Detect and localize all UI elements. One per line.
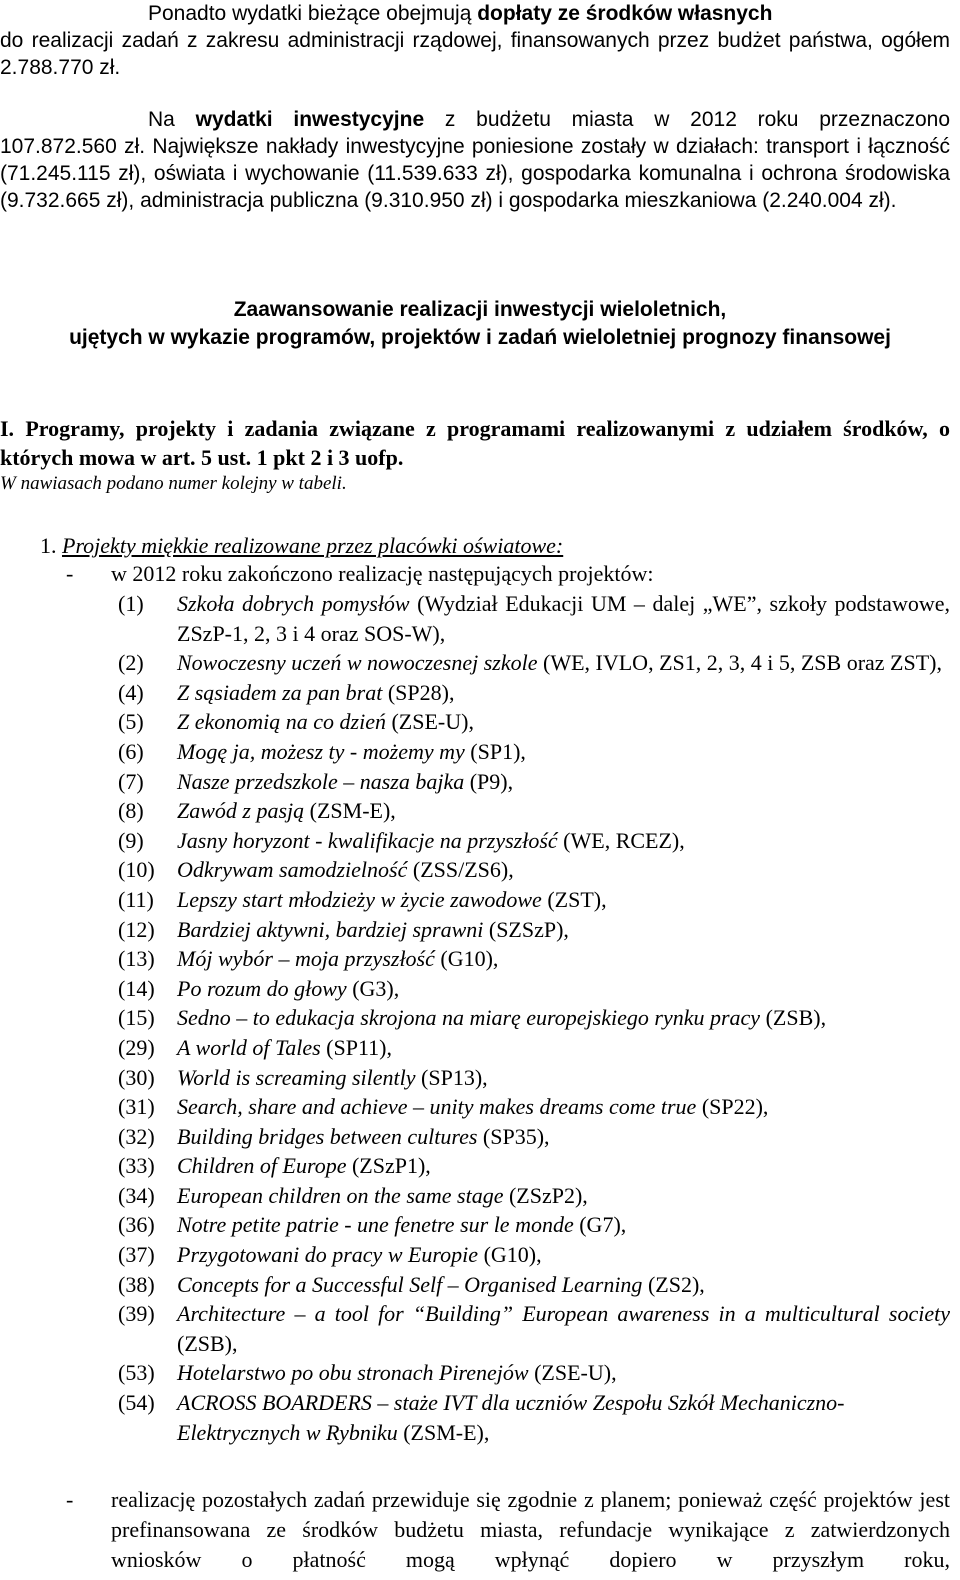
- project-owner: (P9),: [464, 768, 514, 794]
- item-body: [177, 974, 950, 1004]
- item-number: (38): [118, 1271, 155, 1297]
- list-item: [0, 767, 950, 797]
- project-title: Odkrywam samodzielność: [177, 857, 408, 883]
- item-body: [177, 1092, 950, 1122]
- paragraph-dotacje: [0, 0, 950, 81]
- project-owner: (G3),: [346, 975, 400, 1001]
- section-title: I. Programy, projekty i zadania związane z programami realizowanymi z udziałem środków, o których mowa w art. 5 ust. 1 pkt 2 i 3 uofp.: [0, 416, 950, 470]
- project-owner: (ZSB),: [760, 1005, 827, 1031]
- item-number: (9): [118, 827, 144, 853]
- list-item: [0, 885, 950, 915]
- project-owner: (WE, RCEZ),: [557, 827, 685, 853]
- list-item: [0, 678, 950, 708]
- list-item: [0, 796, 950, 826]
- dash-item-remaining: [0, 1485, 950, 1575]
- section-programs: [0, 414, 950, 496]
- project-title: Z ekonomią na co dzień: [177, 709, 386, 735]
- project-title: Building bridges between cultures: [177, 1123, 478, 1149]
- project-title: World is screaming silently: [177, 1064, 416, 1090]
- item-number: (29): [118, 1034, 155, 1060]
- item-body: [177, 1299, 950, 1358]
- list-item: [0, 1210, 950, 1240]
- list-item: [0, 974, 950, 1004]
- item-body: [177, 648, 950, 678]
- item-body: [177, 678, 950, 708]
- project-owner: (ZSE-U),: [528, 1360, 617, 1386]
- paragraph-wydatki-inwestycyjne: [0, 106, 950, 214]
- list-item: [0, 1358, 950, 1388]
- list-item: [0, 1092, 950, 1122]
- project-title: Jasny horyzont - kwalifikacje na przyszłość: [177, 827, 558, 853]
- list-item: [0, 737, 950, 767]
- project-owner: (ZSzP2),: [503, 1182, 588, 1208]
- item-body: [177, 1063, 950, 1093]
- project-owner: (ZSB),: [177, 1330, 238, 1356]
- project-title: Mój wybór – moja przyszłość: [177, 946, 435, 972]
- section-note: W nawiasach podano numer kolejny w tabeli.: [0, 473, 347, 494]
- item-body: [177, 915, 950, 945]
- list-item: [0, 1388, 950, 1447]
- item-body: [177, 1388, 950, 1447]
- item-body: [177, 707, 950, 737]
- project-owner: (SP28),: [382, 679, 455, 705]
- project-title: Search, share and achieve – unity makes dreams come true: [177, 1094, 697, 1120]
- project-owner: (ZSM-E),: [397, 1419, 490, 1445]
- project-owner: (SZSzP),: [483, 916, 569, 942]
- dash-text: w 2012 roku zakończono realizację następujących projektów:: [111, 561, 654, 586]
- project-owner: (G7),: [573, 1212, 627, 1238]
- item-number: (7): [118, 768, 144, 794]
- list-item: [0, 826, 950, 856]
- project-title: Bardziej aktywni, bardziej sprawni: [177, 916, 484, 942]
- project-owner: (SP35),: [477, 1123, 550, 1149]
- heading-line-2: ujętych w wykazie programów, projektów i zadań wieloletniej prognozy finansowej: [69, 326, 891, 349]
- item-body: [177, 1358, 950, 1388]
- subsection-title: [40, 531, 563, 561]
- item-number: (12): [118, 916, 155, 942]
- list-item: [0, 1181, 950, 1211]
- list-item: [0, 1270, 950, 1300]
- item-number: (13): [118, 946, 155, 972]
- item-body: [177, 1270, 950, 1300]
- project-owner: (Wydział Edukacji UM – dalej „WE”, szkoły podstawowe, ZSzP-1, 2, 3 i 4 oraz SOS-W),: [177, 591, 950, 646]
- item-body: [177, 737, 950, 767]
- intro1-pre: Ponadto wydatki bieżące obejmują: [148, 2, 478, 25]
- intro2-bold: wydatki inwestycyjne: [195, 108, 425, 131]
- item-body: [177, 796, 950, 826]
- item-number: (1): [118, 591, 144, 616]
- list-item: [0, 944, 950, 974]
- project-owner: (ZSS/ZS6),: [407, 857, 514, 883]
- item-body: [177, 855, 950, 885]
- project-title: Zawód z pasją: [177, 798, 305, 824]
- project-title: Przygotowani do pracy w Europie: [177, 1242, 479, 1268]
- project-title: Z sąsiadem za pan brat: [177, 679, 383, 705]
- project-title: Szkoła dobrych pomysłów: [177, 591, 410, 616]
- dash-bullet: -: [66, 561, 74, 586]
- project-owner: (ZST),: [541, 886, 607, 912]
- subsection-label: Projekty miękkie realizowane przez placówki oświatowe:: [62, 533, 564, 558]
- item-number: (30): [118, 1064, 155, 1090]
- project-title: Sedno – to edukacja skrojona na miarę europejskiego rynku pracy: [177, 1005, 761, 1031]
- project-owner: (ZSM-E),: [304, 798, 396, 824]
- item-body: [177, 885, 950, 915]
- item-number: (37): [118, 1242, 155, 1268]
- intro1-bold: dopłaty ze środków własnych: [477, 2, 773, 25]
- list-item: [0, 1240, 950, 1270]
- project-title: ACROSS BOARDERS – staże IVT dla uczniów Zespołu Szkół Mechaniczno-Elektrycznych w Rybniku: [177, 1390, 845, 1445]
- list-item: [0, 1003, 950, 1033]
- section-heading: [0, 296, 960, 352]
- list-item: [0, 589, 950, 648]
- project-owner: (SP22),: [696, 1094, 769, 1120]
- item-body: [177, 1210, 950, 1240]
- project-title: Lepszy start młodzieży w życie zawodowe: [177, 886, 542, 912]
- item-body: [177, 1240, 950, 1270]
- dash-text: realizację pozostałych zadań przewiduje się zgodnie z planem; ponieważ część projektów jest prefinansowana ze środków budżetu miasta, refundacje wynikające z zatwierdzonych wniosków o płatność mogą wpłynąć dopiero w przyszłym roku,: [111, 1487, 950, 1572]
- heading-line-1: Zaawansowanie realizacji inwestycji wieloletnich,: [233, 298, 727, 321]
- project-title: Po rozum do głowy: [177, 975, 347, 1001]
- list-item: [0, 1063, 950, 1093]
- item-body: [177, 1122, 950, 1152]
- list-item: [0, 707, 950, 737]
- item-body: [177, 826, 950, 856]
- intro2-pre: Na: [148, 108, 196, 131]
- project-owner: (SP1),: [464, 738, 526, 764]
- project-title: Hotelarstwo po obu stronach Pirenejów: [177, 1360, 529, 1386]
- list-item: [0, 915, 950, 945]
- item-body: [177, 589, 950, 648]
- project-owner: (G10),: [434, 946, 499, 972]
- list-item: [0, 1122, 950, 1152]
- project-owner: (G10),: [478, 1242, 542, 1268]
- intro1-post: do realizacji zadań z zakresu administracji rządowej, finansowanych przez budżet państwa, ogółem 2.788.770 zł.: [0, 29, 950, 79]
- project-title: Nowoczesny uczeń w nowoczesnej szkole: [177, 650, 538, 676]
- project-title: European children on the same stage: [177, 1182, 504, 1208]
- list-item: [0, 855, 950, 885]
- item-body: [177, 944, 950, 974]
- project-owner: (ZSE-U),: [385, 709, 474, 735]
- item-body: [177, 1151, 950, 1181]
- item-body: [177, 1033, 950, 1063]
- project-owner: (WE, IVLO, ZS1, 2, 3, 4 i 5, ZSB oraz ZST),: [537, 650, 942, 676]
- project-title: A world of Tales: [177, 1034, 321, 1060]
- item-body: [177, 1003, 950, 1033]
- project-owner: (SP11),: [320, 1034, 392, 1060]
- item-number: (2): [118, 650, 144, 676]
- item-number: (6): [118, 738, 144, 764]
- project-owner: (SP13),: [415, 1064, 488, 1090]
- dash-item-completed: [0, 559, 950, 589]
- item-number: (14): [118, 975, 155, 1001]
- item-number: (34): [118, 1182, 155, 1208]
- project-title: Notre petite patrie - une fenetre sur le monde: [177, 1212, 574, 1238]
- item-number: (11): [118, 886, 154, 912]
- item-number: (8): [118, 798, 144, 824]
- dash-bullet: -: [66, 1487, 74, 1512]
- item-number: (53): [118, 1360, 155, 1386]
- project-owner: (ZSzP1),: [346, 1153, 431, 1179]
- project-title: Nasze przedszkole – nasza bajka: [177, 768, 465, 794]
- item-number: (4): [118, 679, 144, 705]
- item-number: (33): [118, 1153, 155, 1179]
- item-number: (5): [118, 709, 144, 735]
- project-owner: (ZS2),: [642, 1271, 705, 1297]
- project-title: Mogę ja, możesz ty - możemy my: [177, 738, 465, 764]
- project-title: Children of Europe: [177, 1153, 347, 1179]
- project-title: Concepts for a Successful Self – Organised Learning: [177, 1271, 643, 1297]
- item-body: [177, 767, 950, 797]
- intro2-post1: z budżetu miasta w 2012 roku przeznaczono: [424, 108, 950, 131]
- item-number: (39): [118, 1301, 155, 1327]
- list-item: [0, 1299, 950, 1358]
- project-title: Architecture – a tool for “Building” European awareness in a multicultural society: [177, 1301, 950, 1327]
- item-body: [177, 1181, 950, 1211]
- item-number: (10): [118, 857, 155, 883]
- list-item: [0, 1033, 950, 1063]
- item-number: (36): [118, 1212, 155, 1238]
- subsection-number: 1.: [40, 533, 57, 558]
- item-number: (31): [118, 1094, 155, 1120]
- list-item: [0, 648, 950, 678]
- item-number: (54): [118, 1390, 155, 1416]
- intro2-rest: 107.872.560 zł. Największe nakłady inwestycyjne poniesione zostały w działach: transport i łączność (71.245.115 zł), oświata i wychowanie (11.539.633 zł), gospodarka komunalna i ochrona środowiska (9.732.665 zł), administracja publiczna (9.310.950 zł) i gospodarka mieszkaniowa (2.240.004 zł).: [0, 135, 950, 212]
- project-list: [0, 589, 950, 1447]
- list-item: [0, 1151, 950, 1181]
- item-number: (15): [118, 1005, 155, 1031]
- item-number: (32): [118, 1123, 155, 1149]
